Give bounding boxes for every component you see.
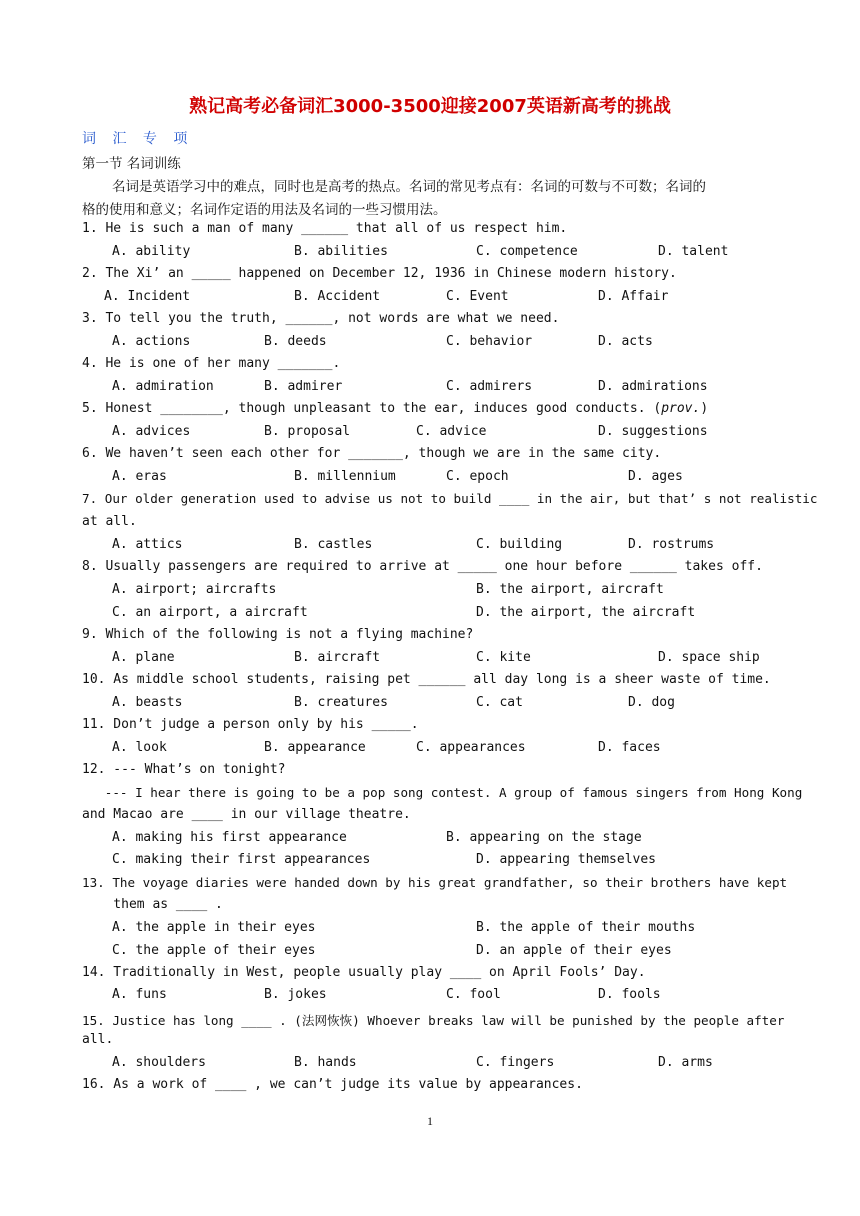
q15-option-b: B. hands bbox=[294, 1055, 357, 1070]
q2-option-a: A. Incident bbox=[104, 289, 191, 304]
q6-option-a: A. eras bbox=[112, 469, 167, 484]
q12-option-b: B. appearing on the stage bbox=[446, 830, 642, 845]
q12-option-c: C. making their first appearances bbox=[112, 852, 371, 867]
q4-option-a: A. admiration bbox=[112, 379, 214, 394]
q4-option-b: B. admirer bbox=[264, 379, 343, 394]
q4-option-d: D. admirations bbox=[598, 379, 708, 394]
question-12-line-1: 12. --- What’s on tonight? bbox=[82, 762, 286, 777]
q13-option-a: A. the apple in their eyes bbox=[112, 920, 316, 935]
q7-option-a: A. attics bbox=[112, 537, 183, 552]
q10-option-a: A. beasts bbox=[112, 695, 183, 710]
q2-option-b: B. Accident bbox=[294, 289, 381, 304]
q12-option-a: A. making his first appearance bbox=[112, 830, 347, 845]
q5-option-b: B. proposal bbox=[264, 424, 351, 439]
q6-option-b: B. millennium bbox=[294, 469, 396, 484]
q1-option-d: D. talent bbox=[658, 244, 729, 259]
q13-option-d: D. an apple of their eyes bbox=[476, 943, 672, 958]
question-14: 14. Traditionally in West, people usually play ____ on April Fools’ Day. bbox=[82, 965, 646, 980]
q7-option-d: D. rostrums bbox=[628, 537, 715, 552]
q1-option-b: B. abilities bbox=[294, 244, 388, 259]
q3-option-a: A. actions bbox=[112, 334, 191, 349]
q10-option-d: D. dog bbox=[628, 695, 675, 710]
q5-option-c: C. advice bbox=[416, 424, 487, 439]
question-15-line-2: all. bbox=[82, 1032, 114, 1047]
subsection-heading: 第一节 名词训练 bbox=[82, 156, 181, 172]
q3-option-c: C. behavior bbox=[446, 334, 533, 349]
q3-option-b: B. deeds bbox=[264, 334, 327, 349]
q5-option-d: D. suggestions bbox=[598, 424, 708, 439]
question-13-line-1: 13. The voyage diaries were handed down by his great grandfather, so their brothers have kept bbox=[82, 875, 788, 890]
q3-option-d: D. acts bbox=[598, 334, 653, 349]
question-8: 8. Usually passengers are required to arrive at _____ one hour before ______ takes off. bbox=[82, 559, 763, 574]
q4-option-c: C. admirers bbox=[446, 379, 533, 394]
q10-option-b: B. creatures bbox=[294, 695, 388, 710]
q15-option-d: D. arms bbox=[658, 1055, 713, 1070]
q6-option-d: D. ages bbox=[628, 469, 683, 484]
q15-option-c: C. fingers bbox=[476, 1055, 555, 1070]
q11-option-a: A. look bbox=[112, 740, 167, 755]
q14-option-b: B. jokes bbox=[264, 987, 327, 1002]
q10-option-c: C. cat bbox=[476, 695, 523, 710]
q8-option-d: D. the airport, the aircraft bbox=[476, 605, 696, 620]
q5-text: 5. Honest ________, though unpleasant to the ear, induces good conducts. ( bbox=[82, 401, 662, 416]
q9-option-d: D. space ship bbox=[658, 650, 760, 665]
question-1: 1. He is such a man of many ______ that all of us respect him. bbox=[82, 221, 568, 236]
question-15-line-1: 15. Justice has long ____ . (法网恢恢) Whoever breaks law will be punished by the people after bbox=[82, 1013, 785, 1028]
q8-option-b: B. the airport, aircraft bbox=[476, 582, 664, 597]
question-2: 2. The Xi’ an _____ happened on December 12, 1936 in Chinese modern history. bbox=[82, 266, 677, 281]
q14-option-d: D. fools bbox=[598, 987, 661, 1002]
question-7-line-2: at all. bbox=[82, 514, 137, 529]
q7-option-b: B. castles bbox=[294, 537, 373, 552]
question-11: 11. Don’t judge a person only by his _____. bbox=[82, 717, 419, 732]
page-number: 1 bbox=[427, 1114, 433, 1128]
q9-option-c: C. kite bbox=[476, 650, 531, 665]
q11-option-d: D. faces bbox=[598, 740, 661, 755]
q1-option-a: A. ability bbox=[112, 244, 191, 259]
q15-option-a: A. shoulders bbox=[112, 1055, 206, 1070]
question-5 bbox=[82, 401, 708, 416]
question-9: 9. Which of the following is not a flying machine? bbox=[82, 627, 474, 642]
section-heading: 词 汇 专 项 bbox=[82, 131, 194, 147]
question-10: 10. As middle school students, raising pet ______ all day long is a sheer waste of time. bbox=[82, 672, 771, 687]
q13-option-c: C. the apple of their eyes bbox=[112, 943, 316, 958]
q2-option-c: C. Event bbox=[446, 289, 509, 304]
q9-option-a: A. plane bbox=[112, 650, 175, 665]
q12-option-d: D. appearing themselves bbox=[476, 852, 657, 867]
q13-option-b: B. the apple of their mouths bbox=[476, 920, 696, 935]
question-12-line-2: --- I hear there is going to be a pop song contest. A group of famous singers from Hong Kong bbox=[82, 785, 803, 800]
document-title: 熟记高考必备词汇3000-3500迎接2007英语新高考的挑战 bbox=[189, 96, 671, 117]
q5-option-a: A. advices bbox=[112, 424, 191, 439]
question-4: 4. He is one of her many _______. bbox=[82, 356, 341, 371]
intro-line-1: 名词是英语学习中的难点，同时也是高考的热点。名词的常见考点有：名词的可数与不可数；名词的 bbox=[112, 179, 706, 195]
question-12-line-3: and Macao are ____ in our village theatre. bbox=[82, 807, 411, 822]
q14-option-c: C. fool bbox=[446, 987, 501, 1002]
q2-option-d: D. Affair bbox=[598, 289, 669, 304]
question-7-line-1: 7. Our older generation used to advise us not to build ____ in the air, but that’ s not realistic bbox=[82, 491, 818, 506]
question-6: 6. We haven’t seen each other for _______, though we are in the same city. bbox=[82, 446, 662, 461]
question-13-line-2: them as ____ . bbox=[82, 897, 223, 912]
q8-option-c: C. an airport, a aircraft bbox=[112, 605, 308, 620]
q5-close: ) bbox=[700, 401, 709, 416]
q5-abbrev: prov. bbox=[661, 401, 701, 416]
q9-option-b: B. aircraft bbox=[294, 650, 381, 665]
q8-option-a: A. airport; aircrafts bbox=[112, 582, 277, 597]
q11-option-c: C. appearances bbox=[416, 740, 526, 755]
question-16: 16. As a work of ____ , we can’t judge its value by appearances. bbox=[82, 1077, 583, 1092]
intro-line-2: 格的使用和意义；名词作定语的用法及名词的一些习惯用法。 bbox=[82, 202, 447, 218]
question-3: 3. To tell you the truth, ______, not words are what we need. bbox=[82, 311, 560, 326]
q1-option-c: C. competence bbox=[476, 244, 578, 259]
q14-option-a: A. funs bbox=[112, 987, 167, 1002]
q11-option-b: B. appearance bbox=[264, 740, 366, 755]
q7-option-c: C. building bbox=[476, 537, 563, 552]
q6-option-c: C. epoch bbox=[446, 469, 509, 484]
